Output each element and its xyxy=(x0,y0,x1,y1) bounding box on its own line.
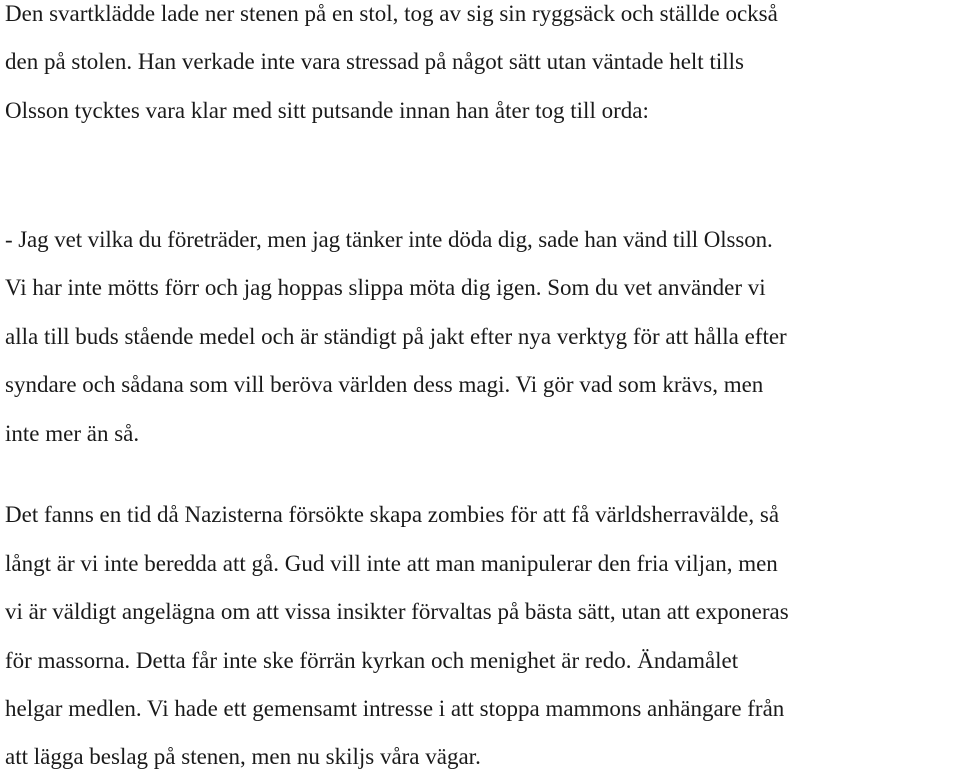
text-line: - Jag vet vilka du företräder, men jag tänker inte döda dig, sade han vänd till Olsson. xyxy=(5,227,773,252)
text-line: Det fanns en tid då Nazisterna försökte skapa zombies för att få världsherravälde, så xyxy=(5,502,780,527)
text-line: att lägga beslag på stenen, men nu skiljs våra vägar. xyxy=(5,744,481,769)
text-line: vi är väldigt angelägna om att vissa insikter förvaltas på bästa sätt, utan att exponeras xyxy=(5,599,789,624)
text-line: Den svartklädde lade ner stenen på en stol, tog av sig sin ryggsäck och ställde också xyxy=(5,1,778,26)
text-line: den på stolen. Han verkade inte vara stressad på något sätt utan väntade helt tills xyxy=(5,49,744,74)
text-line: syndare och sådana som vill beröva världen dess magi. Vi gör vad som krävs, men xyxy=(5,372,764,397)
text-line: alla till buds stående medel och är ständigt på jakt efter nya verktyg för att hålla efter xyxy=(5,324,787,349)
text-line: Olsson tycktes vara klar med sitt putsande innan han åter tog till orda: xyxy=(5,98,649,123)
text-line: för massorna. Detta får inte ske förrän kyrkan och menighet är redo. Ändamålet xyxy=(5,648,739,673)
text-line: Vi har inte mötts förr och jag hoppas slippa möta dig igen. Som du vet använder vi xyxy=(5,275,766,300)
text-line: inte mer än så. xyxy=(5,421,140,446)
text-line: långt är vi inte beredda att gå. Gud vill inte att man manipulerar den fria viljan, men xyxy=(5,551,778,576)
text-line: helgar medlen. Vi hade ett gemensamt intresse i att stoppa mammons anhängare från xyxy=(5,696,785,721)
